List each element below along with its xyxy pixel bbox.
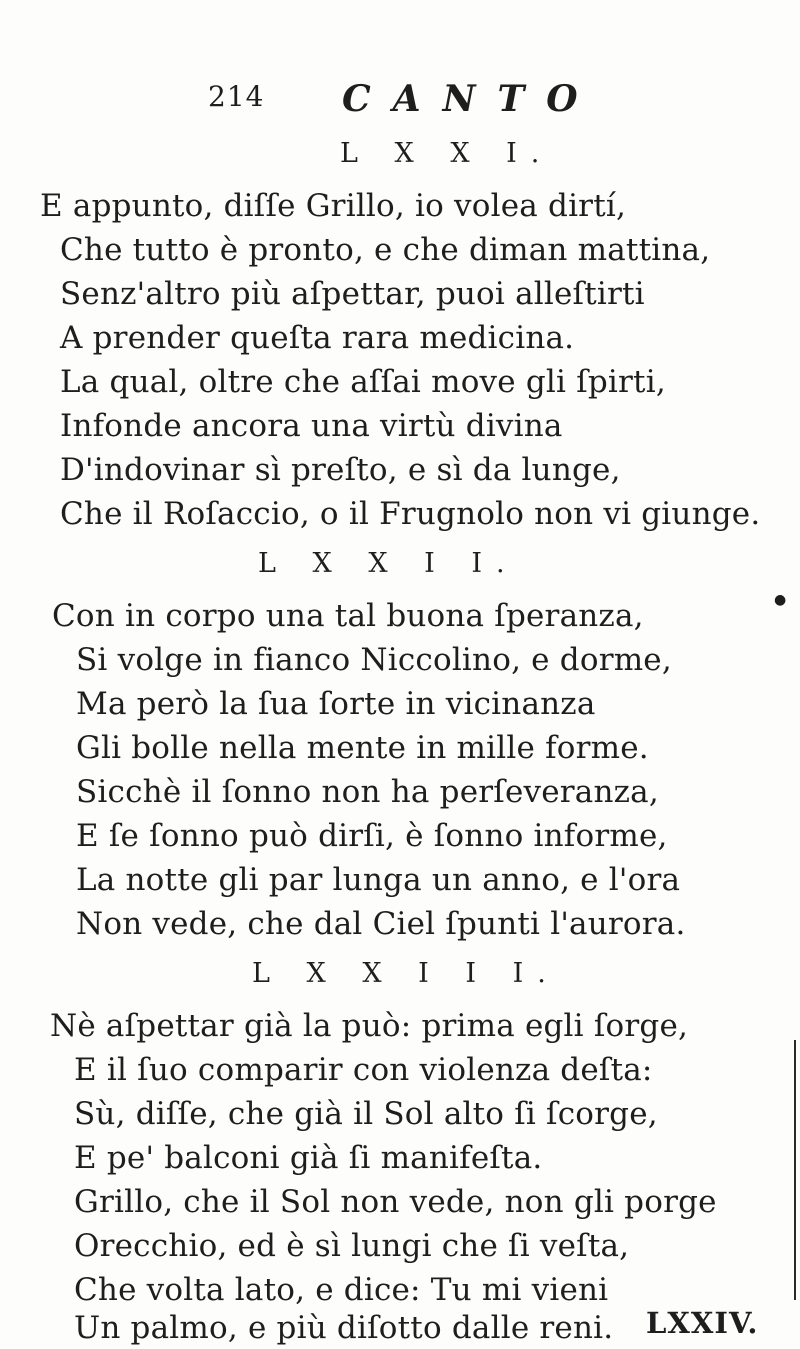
verse-line: Non vede, che dal Ciel ſpunti l'aurora. — [76, 906, 686, 942]
stanza-number: L X X I I I. — [252, 958, 560, 989]
verse-line: E ſe ſonno può dirſi, è ſonno informe, — [76, 818, 668, 854]
margin-mark: ● — [774, 592, 787, 608]
page-number: 214 — [208, 80, 265, 113]
page-header — [0, 78, 800, 128]
verse-line: Senz'altro più aſpettar, puoi alleſtirti — [60, 276, 645, 312]
verse-line: E il ſuo comparir con violenza deſta: — [74, 1052, 653, 1088]
verse-line: Gli bolle nella mente in mille forme. — [76, 730, 649, 766]
verse-line: A prender queſta rara medicina. — [60, 320, 575, 356]
verse-line: Che il Roſaccio, o il Frugnolo non vi giunge. — [60, 496, 761, 532]
verse-line: Sù, diſſe, che già il Sol alto ſi ſcorge, — [74, 1096, 658, 1132]
verse-line: Grillo, che il Sol non vede, non gli porge — [74, 1184, 717, 1220]
verse-line: E appunto, diſſe Grillo, io volea dirtí, — [40, 188, 627, 224]
verse-line: Che tutto è pronto, e che diman mattina, — [60, 232, 711, 268]
verse-line: Con in corpo una tal buona ſperanza, — [52, 598, 644, 634]
catchword: LXXIV. — [646, 1306, 759, 1340]
verse-line: Che volta lato, e dice: Tu mi vieni — [74, 1272, 609, 1308]
verse-line: E pe' balconi già ſi manifeſta. — [74, 1140, 543, 1176]
verse-line: Un palmo, e più diſotto dalle reni. — [74, 1310, 614, 1346]
page-edge-rule — [794, 1040, 796, 1300]
running-title: CANTO — [342, 78, 600, 120]
stanza-number: L X X I. — [340, 138, 554, 169]
verse-line: Sicchè il ſonno non ha perſeveranza, — [76, 774, 659, 810]
verse-line: Orecchio, ed è sì lungi che ſi veſta, — [74, 1228, 630, 1264]
verse-line: La notte gli par lunga un anno, e l'ora — [76, 862, 681, 898]
verse-line: Ma però la ſua ſorte in vicinanza — [76, 686, 596, 722]
stanza-number: L X X I I. — [258, 548, 519, 579]
verse-line: La qual, oltre che aſſai move gli ſpirti, — [60, 364, 666, 400]
verse-line: D'indovinar sì preſto, e sì da lunge, — [60, 452, 621, 488]
verse-line: Infonde ancora una virtù divina — [60, 408, 563, 444]
verse-line: Si volge in fianco Niccolino, e dorme, — [76, 642, 672, 678]
verse-line: Nè aſpettar già la può: prima egli ſorge, — [50, 1008, 689, 1044]
